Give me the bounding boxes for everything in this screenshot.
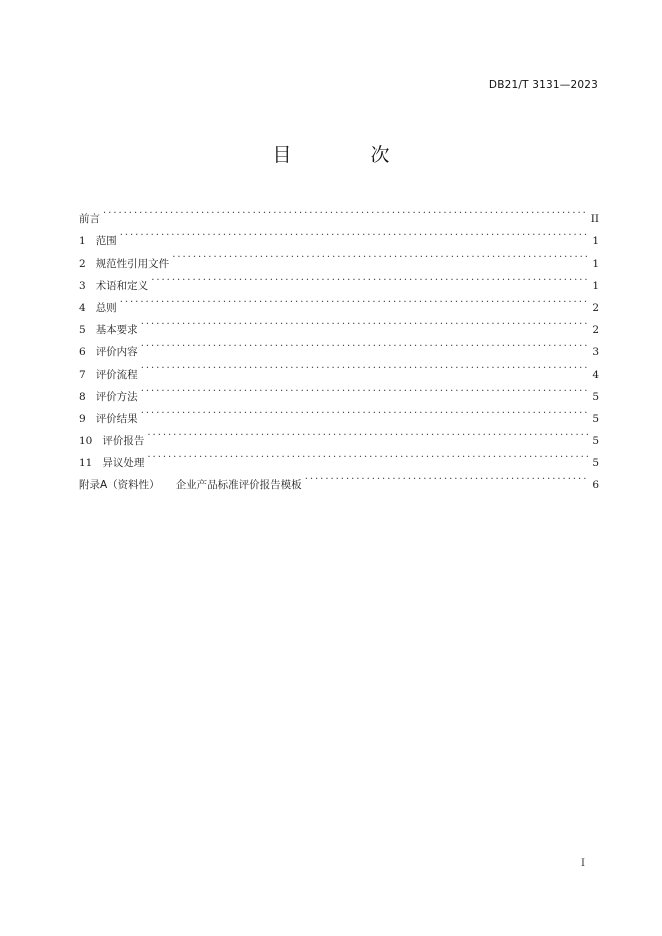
toc-entry-label: 评价结果: [95, 412, 138, 425]
toc-entry-page: 5: [592, 435, 599, 448]
toc-entry-label: 异议处理: [102, 457, 145, 470]
toc-entry-page: 1: [592, 279, 599, 292]
toc-entry-page: 5: [592, 412, 599, 425]
toc-entry-page: 3: [592, 346, 599, 359]
toc-entry-number: 1: [79, 235, 86, 248]
toc-entry-11[interactable]: [79, 444, 599, 470]
toc-entry-10[interactable]: [79, 422, 599, 448]
toc-entry-number: 4: [79, 301, 86, 314]
toc-entry-8[interactable]: [79, 378, 599, 403]
toc-entry-label: 评价方法: [95, 390, 138, 403]
toc-entry-number: 9: [79, 412, 86, 425]
toc-entry-page: 1: [592, 257, 599, 270]
toc-entry-label: 评价内容: [95, 346, 138, 359]
toc-entry-label: 范围: [95, 235, 117, 248]
toc-entry-number: 7: [79, 368, 86, 381]
toc-entry-page: II: [590, 213, 599, 226]
toc-entry-page: 5: [592, 390, 599, 403]
toc-entry-page: 2: [592, 301, 599, 314]
toc-entry-label: 总则: [95, 301, 117, 314]
toc-leader-dots: [141, 355, 588, 377]
toc-leader-dots: [141, 378, 588, 400]
toc-entry-number: 2: [79, 257, 86, 270]
toc-entry-number: 6: [79, 346, 86, 359]
toc-entry-label: 评价报告: [102, 435, 145, 448]
page-number: I: [581, 858, 585, 869]
toc-leader-dots: [141, 311, 588, 333]
toc-entry-label: 术语和定义: [95, 279, 149, 292]
table-of-contents: [79, 200, 599, 492]
toc-entry-label: 规范性引用文件: [95, 257, 170, 270]
toc-leader-dots: [120, 222, 588, 244]
toc-entry-5[interactable]: [79, 311, 599, 337]
toc-leader-dots: [151, 267, 588, 289]
toc-entry-7[interactable]: [79, 355, 599, 381]
toc-entry-label: 前言: [79, 213, 100, 226]
toc-entry-number: 8: [79, 390, 86, 403]
toc-entry-label: 评价流程: [95, 368, 138, 381]
toc-entry-number: 3: [79, 279, 86, 292]
toc-entry-page: 6: [592, 479, 599, 492]
toc-entry-1[interactable]: [79, 222, 599, 248]
toc-entry-number: 10: [79, 435, 93, 448]
toc-leader-dots: [141, 333, 588, 355]
toc-leader-dots: [141, 400, 588, 422]
toc-entry-number: 11: [79, 457, 93, 470]
toc-entry-label: 基本要求: [95, 324, 138, 337]
toc-entry-4[interactable]: [79, 289, 599, 314]
toc-entry-page: 2: [592, 324, 599, 337]
toc-entry-9[interactable]: [79, 400, 599, 425]
toc-entry-6[interactable]: [79, 333, 599, 359]
toc-leader-dots: [172, 244, 588, 266]
toc-entry-page: 5: [592, 457, 599, 470]
toc-entry-2[interactable]: [79, 244, 599, 270]
toc-leader-dots: [305, 466, 588, 488]
toc-entry-3[interactable]: [79, 267, 599, 292]
toc-leader-dots: [147, 422, 588, 444]
toc-leader-dots: [103, 200, 588, 222]
toc-leader-dots: [147, 444, 588, 466]
toc-entry-page: 4: [592, 368, 599, 381]
toc-entry-sublabel: 企业产品标准评价报告模板: [175, 479, 302, 492]
document-code: DB21/T 3131—2023: [488, 79, 598, 91]
toc-entry-appendix-a[interactable]: [79, 466, 599, 492]
toc-entry-preface[interactable]: [79, 200, 599, 226]
toc-leader-dots: [120, 289, 588, 311]
page-title: 目 次: [272, 144, 420, 166]
toc-entry-label: 附录A（资料性）: [79, 479, 160, 492]
toc-entry-number: 5: [79, 324, 86, 337]
toc-entry-page: 1: [592, 235, 599, 248]
